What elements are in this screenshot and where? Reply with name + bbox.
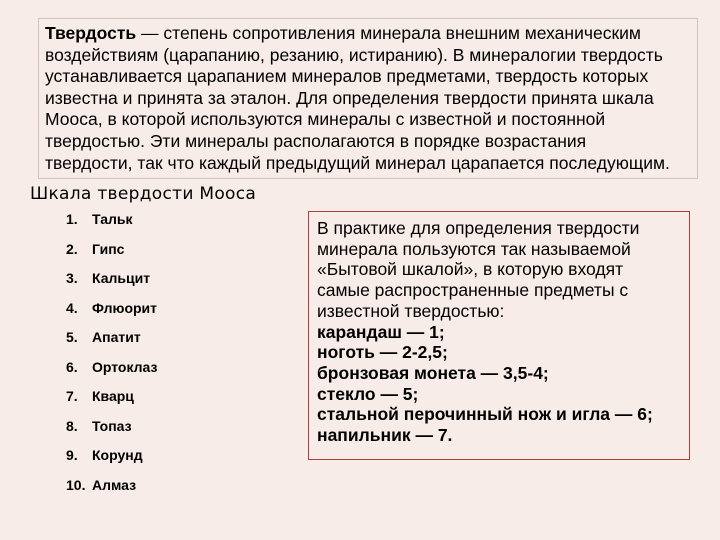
household-item: ноготь — 2-2,5; [317, 342, 448, 363]
household-item: напильник — 7. [317, 425, 453, 446]
household-item: карандаш — 1; [317, 321, 445, 342]
item-number: 9. [66, 447, 78, 463]
box-text-line: минерала пользуются так называемой [317, 238, 631, 259]
list-item [66, 476, 157, 506]
mohs-scale-list [66, 210, 157, 505]
mineral-name: Ортоклаз [92, 358, 158, 375]
intro-paragraph [38, 18, 698, 179]
mineral-name: Флюорит [92, 299, 158, 316]
mineral-name: Алмаз [92, 476, 137, 493]
item-number: 7. [66, 388, 78, 404]
list-item [66, 417, 157, 447]
intro-line: воздействиям (царапанию, резанию, истиранию). В минералогии твердость [45, 44, 663, 65]
mineral-name: Кварц [92, 388, 134, 404]
item-number: 6. [66, 358, 78, 375]
box-text-line: самые распространенные предметы с [317, 280, 629, 301]
intro-line: — степень сопротивления минерала внешним механическим [136, 23, 641, 43]
box-text-line: В практике для определения твердости [317, 218, 640, 238]
item-number: 2. [66, 240, 78, 257]
item-number: 5. [66, 329, 78, 345]
intro-line: твердостью. Эти минералы располагаются в порядке возрастания [45, 130, 587, 151]
household-item: стекло — 5; [317, 383, 419, 404]
intro-line: Мооса, в которой используются минералы с известной и постоянной [45, 109, 606, 130]
mineral-name: Тальк [92, 211, 133, 227]
item-number: 3. [66, 270, 78, 286]
item-number: 4. [66, 299, 78, 316]
list-item [66, 210, 157, 240]
list-item [66, 240, 157, 270]
intro-term: Твердость [45, 23, 137, 43]
list-item [66, 446, 157, 476]
mineral-name: Гипс [92, 240, 125, 257]
household-item: стальной перочинный нож и игла — 6; [317, 404, 653, 425]
item-number: 8. [66, 417, 78, 434]
box-text-line: известной твердостью: [317, 300, 505, 321]
list-item [66, 358, 157, 388]
intro-line: устанавливается царапанием минералов предметами, твердость которых [45, 66, 649, 87]
intro-line: твердости, так что каждый предыдущий минерал царапается последующим. [45, 152, 670, 173]
mineral-name: Топаз [92, 417, 132, 434]
item-number: 10. [66, 476, 86, 493]
household-item: бронзовая монета — 3,5-4; [317, 362, 549, 383]
mineral-name: Корунд [92, 447, 143, 463]
mineral-name: Апатит [92, 329, 141, 345]
item-number: 1. [66, 211, 78, 227]
intro-line: известна и принята за эталон. Для определения твердости принята шкала [45, 87, 654, 108]
mineral-name: Кальцит [92, 270, 151, 286]
list-item [66, 328, 157, 358]
box-text-line: «Бытовой шкалой», в которую входят [317, 259, 624, 280]
scale-title: Шкала твердости Мооса [30, 184, 257, 204]
list-item [66, 269, 157, 299]
household-scale-box [308, 211, 690, 460]
list-item [66, 387, 157, 417]
list-item [66, 299, 157, 329]
